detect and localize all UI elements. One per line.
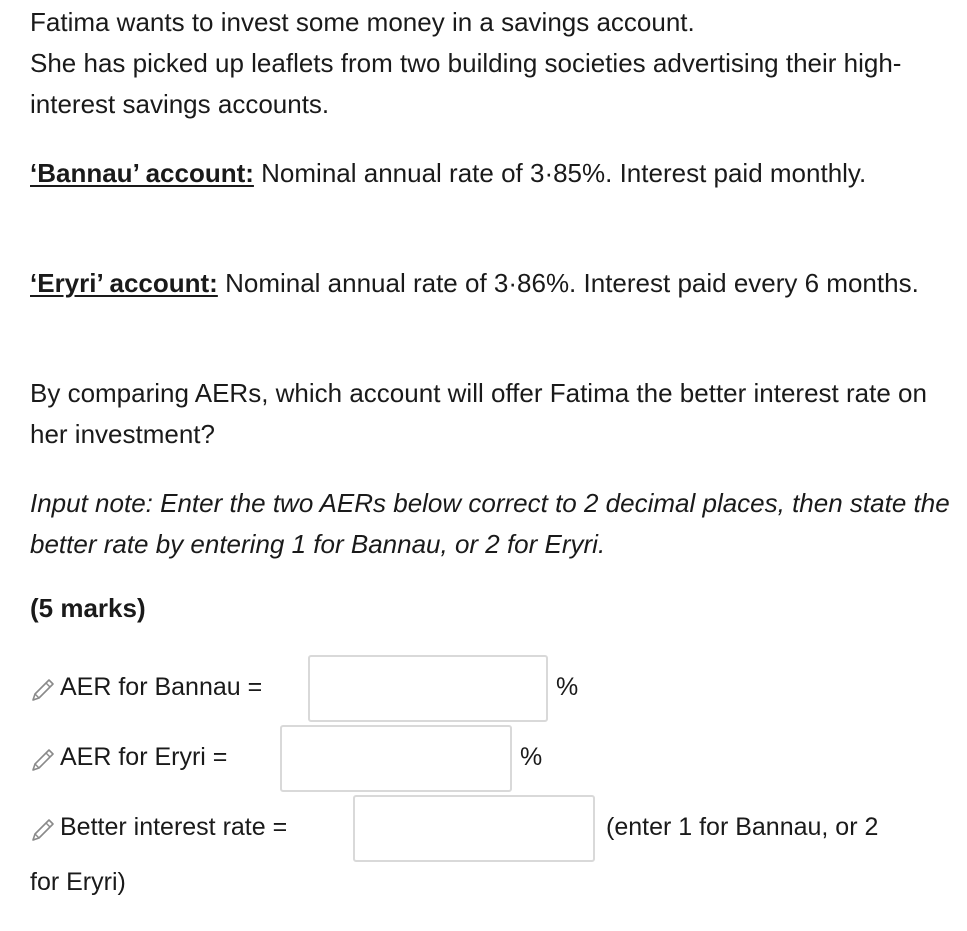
marks-label: (5 marks) [30,593,146,623]
intro-line-1: Fatima wants to invest some money in a savings account. [30,7,695,37]
pencil-icon [28,815,58,845]
question-intro [30,2,955,125]
eryri-account-name: ‘Eryri’ account: [30,268,218,298]
aer-bannau-label: AER for Bannau = [60,673,263,701]
better-rate-hint-continued: for Eryri) [30,868,126,896]
bannau-account-name: ‘Bannau’ account: [30,158,254,188]
pencil-icon [28,675,58,705]
aer-eryri-unit: % [520,743,543,771]
bannau-account-description [30,153,955,194]
aer-bannau-input[interactable] [308,655,548,722]
aer-eryri-input[interactable] [280,725,512,792]
input-note: Input note: Enter the two AERs below correct to 2 decimal places, then state the better rate by entering 1 for Bannau, or 2 for Eryri. [30,488,950,559]
intro-line-2: She has picked up leaflets from two building societies advertising their high-interest savings accounts. [30,48,902,119]
better-rate-input[interactable] [353,795,595,862]
better-rate-hint: (enter 1 for Bannau, or 2 [606,813,879,841]
eryri-account-description [30,263,955,304]
question-prompt: By comparing AERs, which account will offer Fatima the better interest rate on her investment? [30,378,927,449]
pencil-icon [28,745,58,775]
aer-bannau-unit: % [556,673,579,701]
bannau-account-details: Nominal annual rate of 3·85%. Interest paid monthly. [261,158,867,188]
aer-eryri-label: AER for Eryri = [60,743,228,771]
eryri-account-details: Nominal annual rate of 3·86%. Interest paid every 6 months. [225,268,919,298]
better-rate-label: Better interest rate = [60,813,288,841]
